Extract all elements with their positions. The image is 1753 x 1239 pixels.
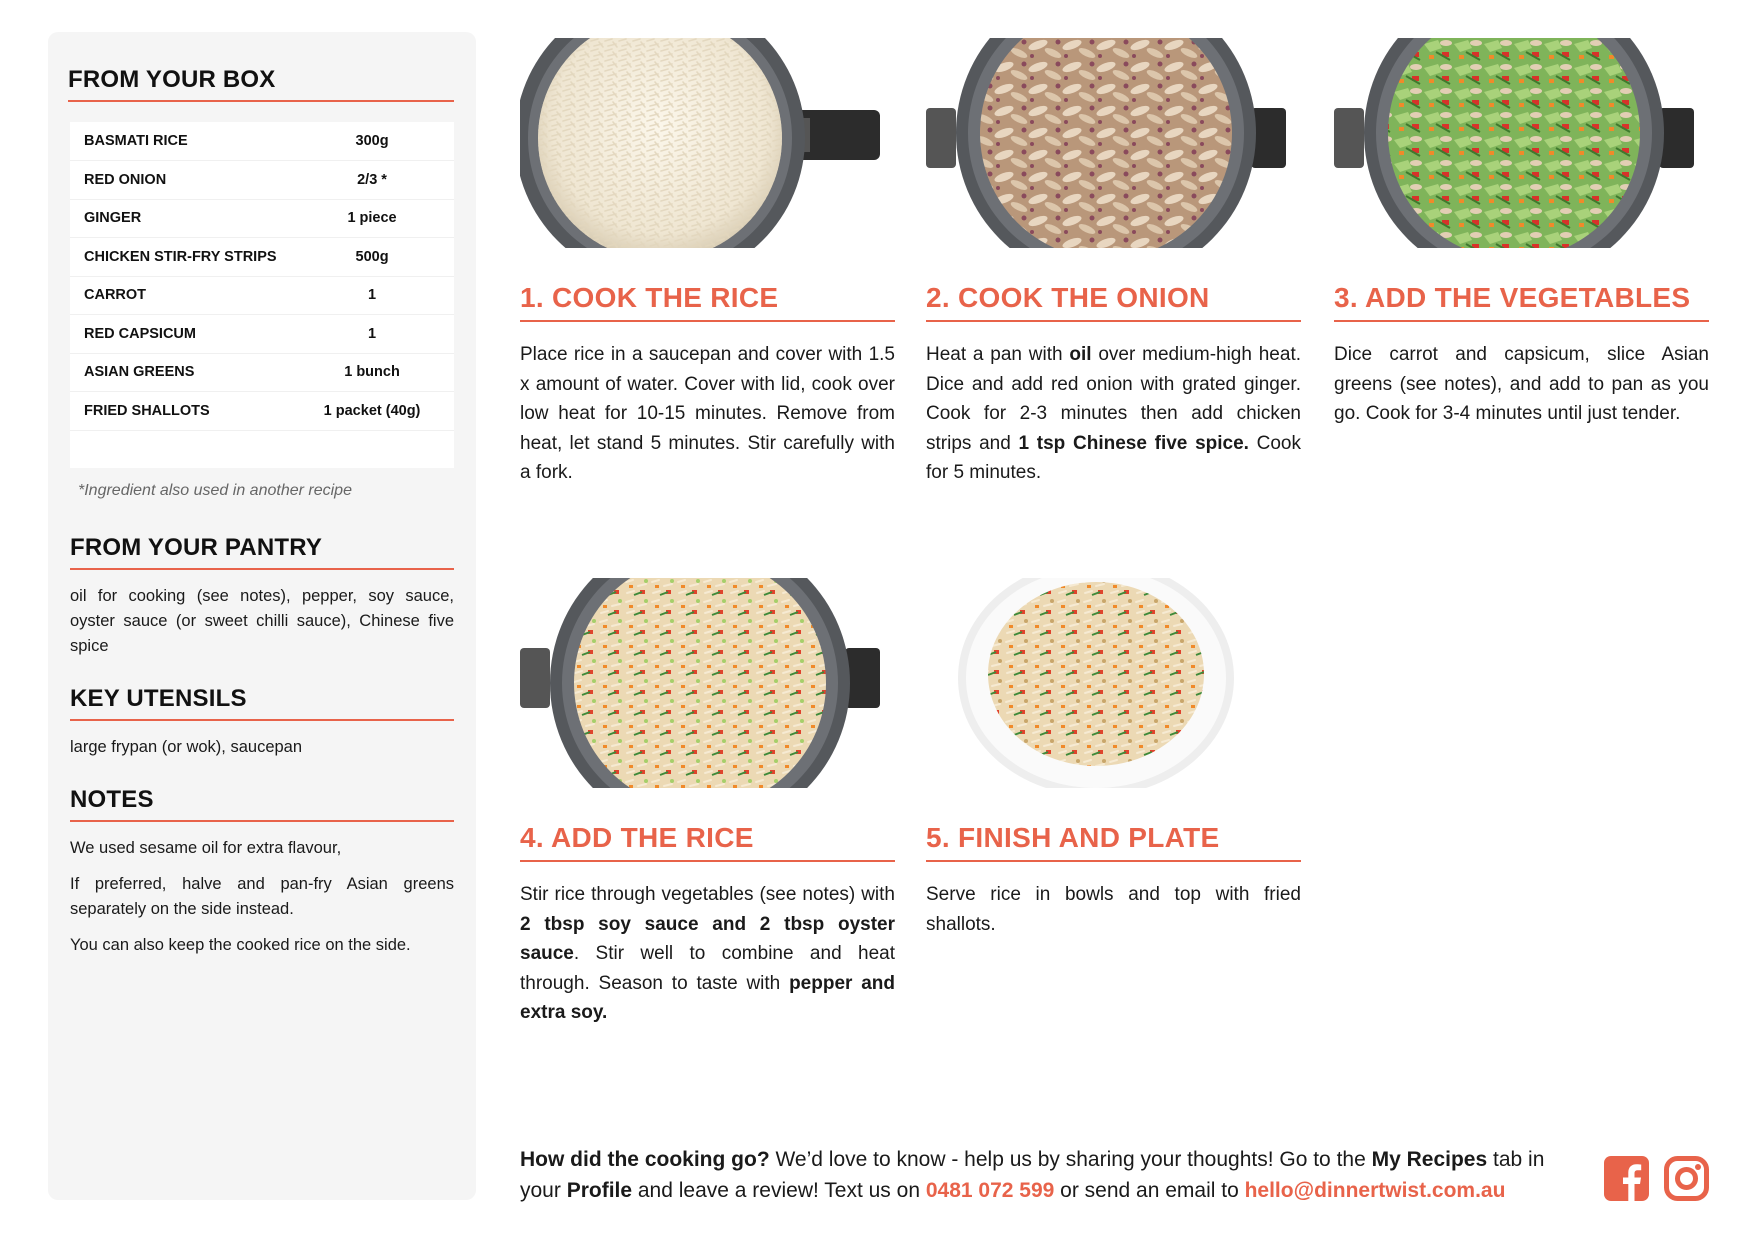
ingredient-name: RED CAPSICUM	[70, 315, 308, 354]
ingredient-name: CHICKEN STIR-FRY STRIPS	[70, 238, 308, 277]
ingredient-name: CARROT	[70, 276, 308, 315]
pantry-text: oil for cooking (see notes), pepper, soy sauce, oyster sauce (or sweet chilli sauce), Chinese five spice	[70, 587, 454, 655]
note-item: You can also keep the cooked rice on the side.	[70, 936, 411, 954]
instagram-icon[interactable]	[1664, 1156, 1709, 1206]
step-5-text: Serve rice in bowls and top with fried shallots.	[926, 884, 1301, 935]
email-link[interactable]: hello@dinnertwist.com.au	[1244, 1179, 1506, 1202]
step-5-title: 5. FINISH AND PLATE	[926, 822, 1301, 862]
ingredient-name: RED ONION	[70, 161, 308, 200]
notes-section	[70, 786, 454, 958]
table-row	[70, 392, 454, 431]
ingredient-qty: 1	[308, 276, 454, 315]
ingredient-qty: 1 bunch	[308, 353, 454, 392]
facebook-icon[interactable]	[1604, 1156, 1649, 1206]
step-3-photo	[1334, 38, 1694, 248]
utensils-text: large frypan (or wok), saucepan	[70, 738, 303, 756]
step-1-text: Place rice in a saucepan and cover with 1.5 x amount of water. Cover with lid, cook over low heat for 10-15 minutes. Remove from heat, let stand 5 minutes. Stir carefully with a fork.	[520, 344, 895, 483]
step-4-text: Stir rice through vegetables (see notes) with 2 tbsp soy sauce and 2 tbsp oyster sauce. Stir well to combine and heat through. Season to taste with pepper and extra soy.	[520, 884, 895, 1023]
pantry-title: FROM YOUR PANTRY	[70, 534, 454, 570]
feedback-question: How did the cooking go?	[520, 1148, 770, 1171]
notes-title: NOTES	[70, 786, 454, 822]
step-5-photo	[926, 578, 1286, 788]
table-row	[70, 238, 454, 277]
step-4	[520, 578, 895, 1028]
ingredient-qty: 500g	[308, 238, 454, 277]
table-row	[70, 161, 454, 200]
my-recipes-label: My Recipes	[1371, 1148, 1488, 1171]
step-2-photo	[926, 38, 1286, 248]
step-1-title: 1. COOK THE RICE	[520, 282, 895, 322]
note-item: If preferred, halve and pan-fry Asian greens separately on the side instead.	[70, 875, 454, 918]
step-4-title: 4. ADD THE RICE	[520, 822, 895, 862]
ingredient-qty: 300g	[308, 122, 454, 161]
step-1-photo	[520, 38, 880, 248]
step-2-text: Heat a pan with oil over medium-high heat. Dice and add red onion with grated ginger. Cook for 2-3 minutes then add chicken strips and 1 tsp Chinese five spice. Cook for 5 minutes.	[926, 344, 1301, 483]
step-4-photo	[520, 578, 880, 788]
ingredient-qty: 1 packet (40g)	[308, 392, 454, 431]
note-item: We used sesame oil for extra flavour,	[70, 839, 342, 857]
ingredient-name: BASMATI RICE	[70, 122, 308, 161]
pantry-section	[70, 534, 454, 659]
table-row	[70, 315, 454, 354]
step-2	[926, 38, 1301, 488]
table-row	[70, 199, 454, 238]
step-3-title: 3. ADD THE VEGETABLES	[1334, 282, 1709, 322]
phone-link[interactable]: 0481 072 599	[925, 1179, 1055, 1202]
utensils-title: KEY UTENSILS	[70, 685, 454, 721]
step-2-title: 2. COOK THE ONION	[926, 282, 1301, 322]
ingredients-table	[70, 122, 454, 468]
ingredient-qty: 1 piece	[308, 199, 454, 238]
ingredient-name: ASIAN GREENS	[70, 353, 308, 392]
sidebar	[48, 32, 476, 1200]
ingredient-footnote: *Ingredient also used in another recipe	[78, 482, 352, 499]
table-spacer-row	[70, 430, 454, 468]
step-3	[1334, 38, 1709, 429]
table-row	[70, 353, 454, 392]
feedback-footer: How did the cooking go? We’d love to know - help us by sharing your thoughts! Go to the My Recipes tab in your Profile and leave a review! Text us on 0481 072 599 or send an email to hello@dinnertwist.com.au	[520, 1148, 1545, 1202]
step-5	[926, 578, 1301, 939]
step-1	[520, 38, 895, 488]
ingredient-name: FRIED SHALLOTS	[70, 392, 308, 431]
profile-label: Profile	[566, 1179, 633, 1202]
ingredient-qty: 2/3 *	[308, 161, 454, 200]
table-row	[70, 122, 454, 161]
from-box-title: FROM YOUR BOX	[68, 66, 454, 102]
utensils-section	[70, 685, 454, 760]
table-row	[70, 276, 454, 315]
step-3-text: Dice carrot and capsicum, slice Asian greens (see notes), and add to pan as you go. Cook for 3-4 minutes until just tender.	[1334, 344, 1709, 424]
ingredient-qty: 1	[308, 315, 454, 354]
ingredient-name: GINGER	[70, 199, 308, 238]
